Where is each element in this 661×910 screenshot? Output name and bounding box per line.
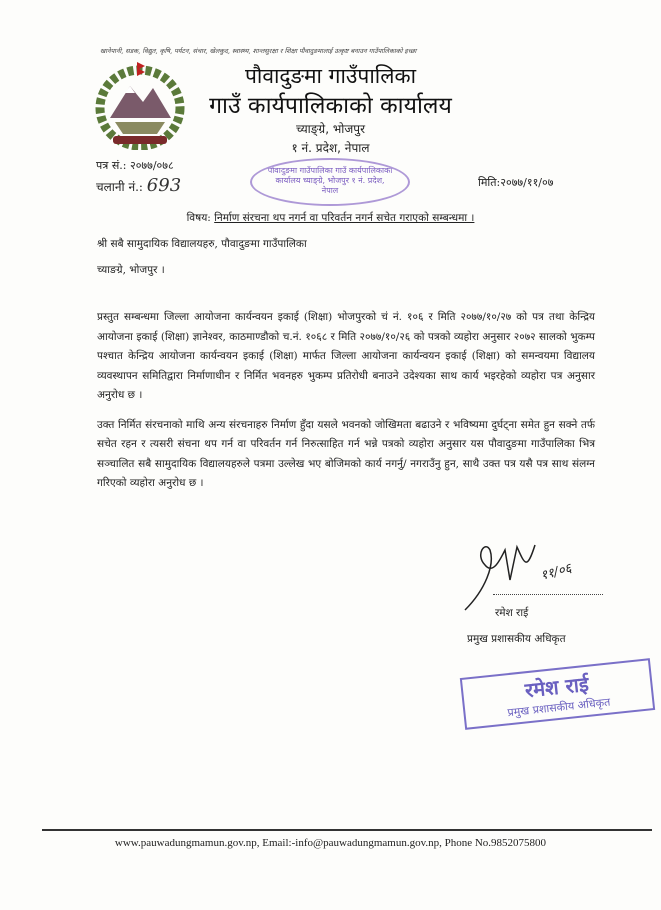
dispatch-number-value: 693 (146, 175, 182, 196)
recipient-line-2: च्याङग्रे, भोजपुर । (97, 264, 165, 276)
officer-stamp (460, 658, 655, 730)
signature-line (493, 594, 603, 595)
letter-body (97, 236, 595, 504)
letter-number-label: पत्र सं.: (96, 159, 127, 172)
stamp-name: रमेश राई (523, 671, 590, 703)
dispatch-number (96, 175, 181, 196)
date-value: २०७७/११/०७ (500, 176, 554, 189)
signatory-name: रमेश राई (495, 607, 529, 619)
footer-divider (42, 829, 652, 831)
office-seal-stamp (250, 158, 410, 206)
body-paragraph-2: उक्त निर्मित संरचनाको माथि अन्य संरचनाहरु निर्माण हुँदा यसले भवनको जोखिमता बढाउने र भविष्यमा दुर्घट्ना समेत हुन सक्ने तर्फ सचेत रहन र त्यसरी संचना थप गर्न वा परिवर्तन गर्न निरुत्साहित गर्न भन्ने पत्रको व्यहोरा अनुसार यस पौवादुङमा गाउँपालिका भित्र सञ्चालित सबै सामुदायिक विद्यालयहरुले पत्रमा उल्लेख भए बोजिमको कार्य नगर्नु/ नगराउँनु हुन, साथै उक्त पत्र यसै पत्र साथ संलग्न गरिएको व्यहोरा अनुरोध छ । (97, 418, 595, 489)
letter-number-value: २०७७/०७८ (129, 159, 174, 172)
municipality-name: पौवादुङमा गाउँपालिका (244, 64, 417, 88)
body-paragraph-1: प्रस्तुत सम्बन्धमा जिल्ला आयोजना कार्यन्वयन इकाई (शिक्षा) भोजपुरको चं नं. १०६ र मिति २०७७/१०/२७ को पत्र तथा केन्द्रिय आयोजना इकाई (शिक्षा) ज्ञानेश्वर, काठमाण्डौको च.नं. १०६८ र मिति २०७७/१०/२६ को पत्रको व्यहोरा अनुसार २०७२ सालको भुकम्प पश्चात केन्द्रिय आयोजना कार्यन्वयन इकाई (शिक्षा) मार्फत जिल्ला आयोजना कार्यन्वयन इकाई (शिक्षा) को समन्वयमा विद्यालय व्यवस्थापन समितिद्वारा निर्माणाधीन र निर्मित भवनहरु भुकम्प प्रतिरोधी बनाउने उदेश्यका साथ कार्य भइरहेको व्यहोरा पत्र अनुसार अनुरोध छ । (97, 311, 595, 401)
office-province: १ नं. प्रदेश, नेपाल (291, 141, 370, 155)
letter-date (478, 175, 553, 190)
dispatch-number-label: चलानी नं.: (96, 180, 143, 194)
signature-date: ११/०६ (538, 561, 574, 584)
date-label: मिति: (478, 176, 501, 189)
recipient-line-1: श्री सबै सामुदायिक विद्यालयहरु, पौवादुङमा गाउँपालिका (97, 238, 307, 250)
subject-line (0, 211, 661, 225)
office-seal-text: पौवादुङमा गाउँपालिका गाउँ कार्यपालिकाको कार्यालय च्याङ्ग्रे, भोजपुर १ नं. प्रदेश, नेपाल (267, 166, 393, 195)
stamp-title: प्रमुख प्रशासकीय अधिकृत (506, 695, 611, 720)
footer-contact: www.pauwadungmamun.gov.np, Email:-info@pauwadungmamun.gov.np, Phone No.9852075800 (114, 837, 547, 849)
office-location: च्याङ्ग्रे, भोजपुर (295, 122, 366, 136)
letter-number (96, 158, 174, 173)
subject-label: विषय: (186, 212, 211, 224)
letterhead-slogan: खानेपानी, सडक, विद्युत, कृषि, पर्यटन, संचार, खेलकुद, स्वास्थ्य, शान्तसुरक्षा र शिक्षा पौवादुङमालाई उत्कृष्ट बनाउन गाउँपालिकाको इच्छा (100, 47, 417, 55)
subject-text: निर्माण संरचना थप नगर्न वा परिवर्तन नगर्न सचेत गराएको सम्बन्धमा । (214, 212, 475, 224)
office-name: गाउँ कार्यपालिकाको कार्यालय (209, 93, 452, 119)
signatory-title: प्रमुख प्रशासकीय अधिकृत (467, 633, 566, 645)
